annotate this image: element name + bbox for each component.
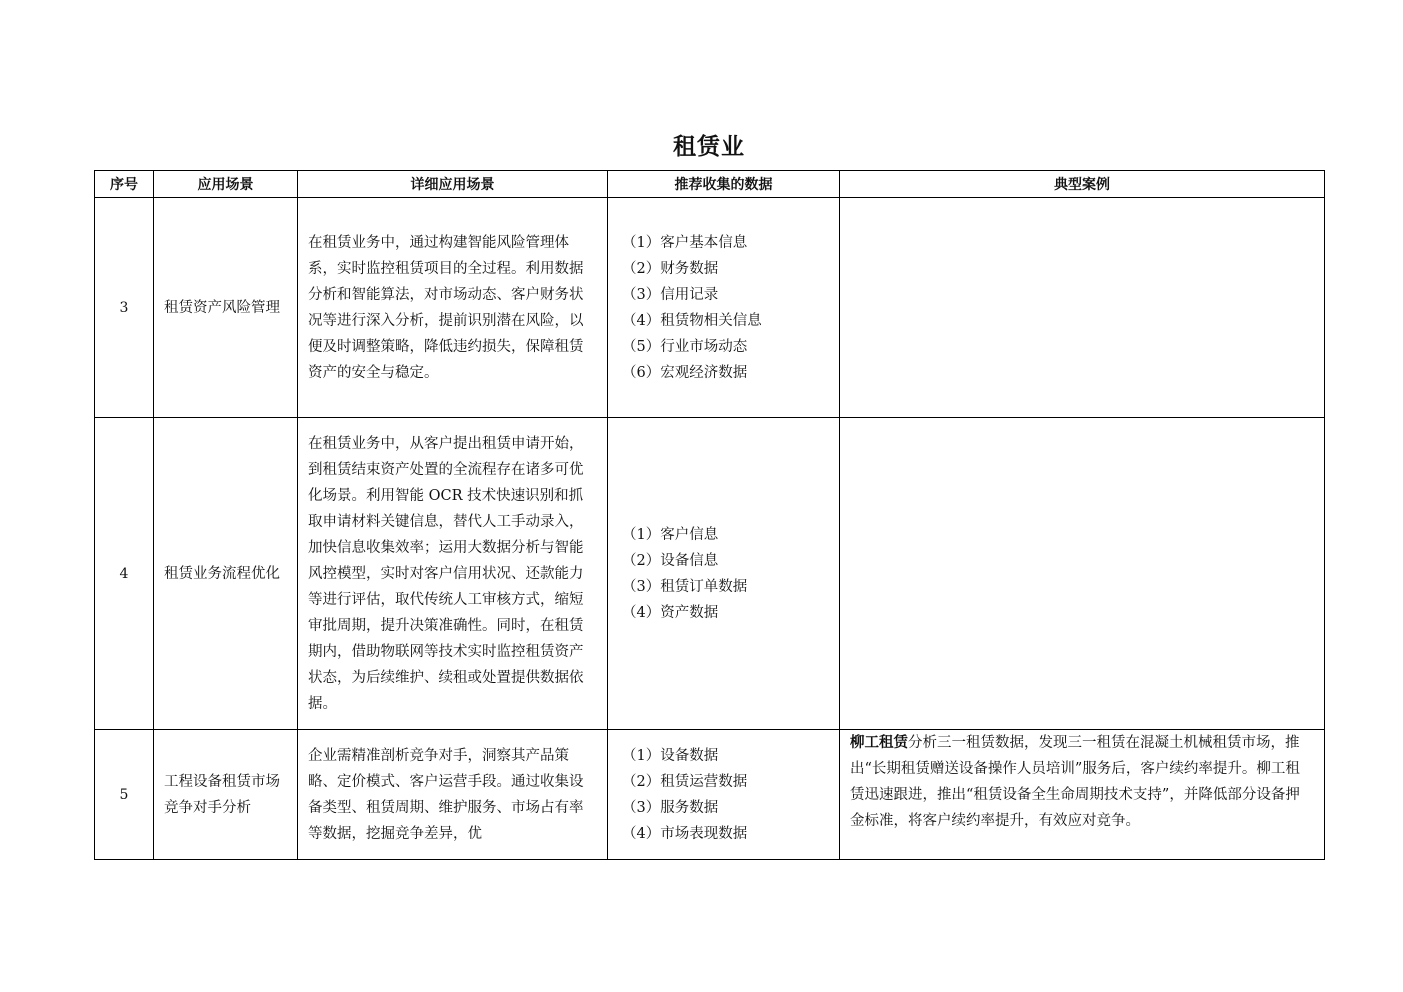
header-scene: 应用场景 xyxy=(154,171,298,198)
row-scene: 租赁资产风险管理 xyxy=(154,198,298,418)
row-index: 5 xyxy=(95,730,154,860)
row-detail: 在租赁业务中，从客户提出租赁申请开始，到租赁结束资产处置的全流程存在诸多可优化场景。利用智能 OCR 技术快速识别和抓取申请材料关键信息，替代人工手动录入，加快信息收集效率；运用大数据分析与智能风控模型，实时对客户信用状况、还款能力等进行评估，取代传统人工审核方式，缩短审批周期，提升决策准确性。同时，在租赁期内，借助物联网等技术实时监控租赁资产状态，为后续维护、续租或处置提供数据依据。 xyxy=(298,418,608,730)
table-row xyxy=(95,198,1325,418)
row-data xyxy=(608,730,840,860)
row-case xyxy=(840,198,1325,418)
data-list xyxy=(622,522,825,626)
data-item: （3）信用记录 xyxy=(622,286,719,303)
row-detail: 企业需精准剖析竞争对手，洞察其产品策略、定价模式、客户运营手段。通过收集设备类型、租赁周期、维护服务、市场占有率等数据，挖掘竞争差异，优 xyxy=(298,730,608,860)
data-item: （3）服务数据 xyxy=(622,799,719,816)
row-scene: 工程设备租赁市场竞争对手分析 xyxy=(154,730,298,860)
header-data: 推荐收集的数据 xyxy=(608,171,840,198)
row-scene: 租赁业务流程优化 xyxy=(154,418,298,730)
data-item: （1）客户基本信息 xyxy=(622,234,748,251)
data-list xyxy=(622,743,825,847)
row-detail: 在租赁业务中，通过构建智能风险管理体系，实时监控租赁项目的全过程。利用数据分析和智能算法，对市场动态、客户财务状况等进行深入分析，提前识别潜在风险，以便及时调整策略，降低违约损失，保障租赁资产的安全与稳定。 xyxy=(298,198,608,418)
data-item: （3）租赁订单数据 xyxy=(622,578,748,595)
data-item: （6）宏观经济数据 xyxy=(622,364,748,381)
data-item: （4）租赁物相关信息 xyxy=(622,312,762,329)
data-list xyxy=(622,230,825,386)
case-lead: 柳工租赁 xyxy=(850,735,908,751)
table-row xyxy=(95,730,1325,860)
table-row xyxy=(95,418,1325,730)
table-header-row xyxy=(95,171,1325,198)
data-item: （4）资产数据 xyxy=(622,604,719,621)
data-item: （5）行业市场动态 xyxy=(622,338,748,355)
data-item: （2）设备信息 xyxy=(622,552,719,569)
header-detail: 详细应用场景 xyxy=(298,171,608,198)
row-case xyxy=(840,730,1325,860)
page-title: 租赁业 xyxy=(673,134,745,160)
data-item: （2）租赁运营数据 xyxy=(622,773,748,790)
row-case xyxy=(840,418,1325,730)
row-index: 3 xyxy=(95,198,154,418)
header-index: 序号 xyxy=(95,171,154,198)
leasing-table xyxy=(94,170,1325,860)
row-data xyxy=(608,198,840,418)
data-item: （4）市场表现数据 xyxy=(622,825,748,842)
case-text: 分析三一租赁数据，发现三一租赁在混凝土机械租赁市场，推出“长期租赁赠送设备操作人员培训”服务后，客户续约率提升。柳工租赁迅速跟进，推出“租赁设备全生命周期技术支持”，并降低部分设备押金标准，将客户续约率提升，有效应对竞争。 xyxy=(850,735,1300,829)
header-case: 典型案例 xyxy=(840,171,1325,198)
row-index: 4 xyxy=(95,418,154,730)
data-item: （1）客户信息 xyxy=(622,526,719,543)
row-data xyxy=(608,418,840,730)
data-item: （2）财务数据 xyxy=(622,260,719,277)
data-item: （1）设备数据 xyxy=(622,747,719,764)
